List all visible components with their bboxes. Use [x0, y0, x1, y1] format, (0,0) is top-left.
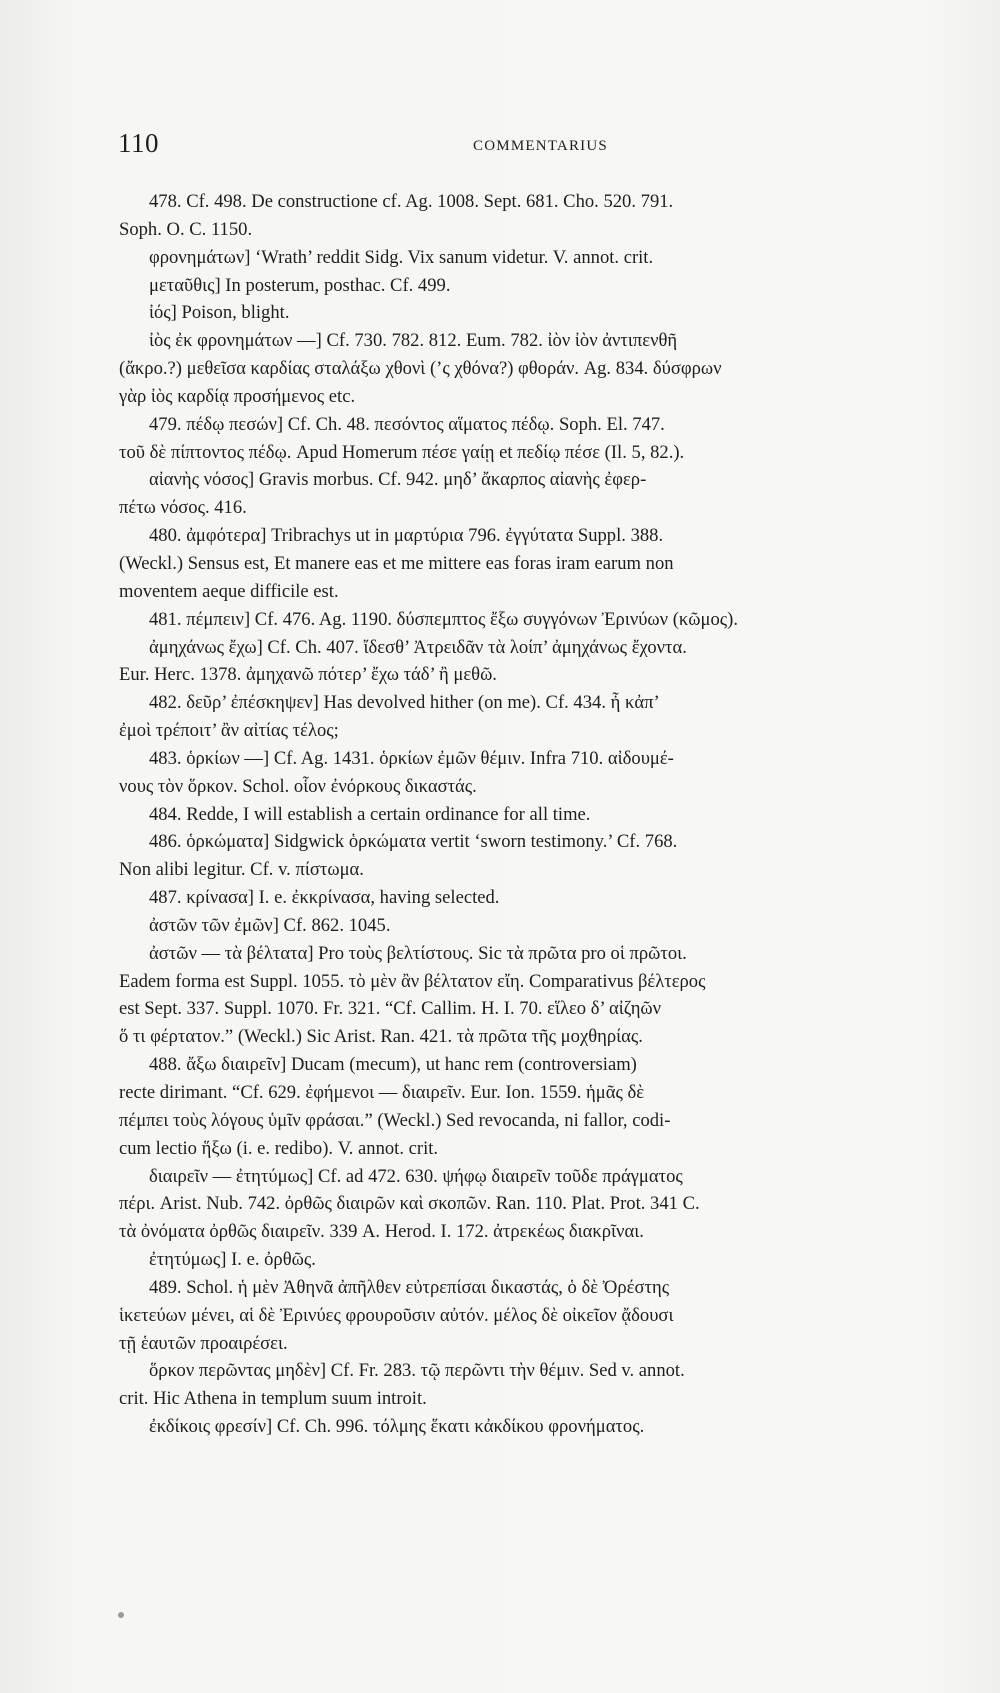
commentary-line: ἐμοὶ τρέποιτ’ ἂν αἰτίας τέλος;	[119, 720, 339, 742]
commentary-line: Eur. Herc. 1378. ἀμηχανῶ πότερ’ ἔχω τάδ’ ἢ μεθῶ.	[119, 664, 497, 686]
commentary-line: 487. κρίνασα] I. e. ἐκκρίνασα, having selected.	[149, 887, 500, 909]
commentary-line: 488. ἄξω διαιρεῖν] Ducam (mecum), ut hanc rem (controversiam)	[149, 1054, 637, 1076]
commentary-line: αἰανὴς νόσος] Gravis morbus. Cf. 942. μηδ’ ἄκαρπος αἰανὴς ἐφερ-	[149, 469, 647, 491]
commentary-line: crit. Hic Athena in templum suum introit.	[119, 1388, 427, 1410]
commentary-line: διαιρεῖν — ἐτητύμως] Cf. ad 472. 630. ψήφῳ διαιρεῖν τοῦδε πράγματος	[149, 1165, 683, 1187]
commentary-line: ἐκδίκοις φρεσίν] Cf. Ch. 996. τόλμης ἕκατι κἀκδίκου φρονήματος.	[149, 1416, 645, 1438]
commentary-line: μεταῦθις] In posterum, posthac. Cf. 499.	[149, 274, 451, 296]
commentary-line: 478. Cf. 498. De constructione cf. Ag. 1008. Sept. 681. Cho. 520. 791.	[149, 191, 674, 212]
commentary-line: Non alibi legitur. Cf. v. πίστωμα.	[119, 859, 364, 881]
page-number: 110	[118, 128, 159, 158]
commentary-line: 483. ὁρκίων —] Cf. Ag. 1431. ὁρκίων ἐμῶν θέμιν. Infra 710. αἰδουμέ-	[149, 747, 674, 769]
commentary-line: Eadem forma est Suppl. 1055. τὸ μὲν ἂν βέλτατον εἴη. Comparativus βέλτερος	[119, 970, 706, 992]
commentary-line: ἀμηχάνως ἔχω] Cf. Ch. 407. ἴδεσθ’ Ἀτρειδᾶν τὰ λοίπ’ ἀμηχάνως ἔχοντα.	[149, 636, 687, 658]
commentary-line: (ἄκρο.?) μεθεῖσα καρδίας σταλάξω χθονὶ (’ς χθόνα?) φθοράν. Ag. 834. δύσφρων	[119, 358, 722, 380]
commentary-line: νους τὸν ὅρκον. Schol. οἷον ἐνόρκους δικαστάς.	[119, 775, 477, 797]
commentary-line: φρονημάτων] ‘Wrath’ reddit Sidg. Vix sanum videtur. V. annot. crit.	[149, 246, 654, 268]
commentary-line: πέρι. Arist. Nub. 742. ὀρθῶς διαιρῶν καὶ σκοπῶν. Ran. 110. Plat. Prot. 341 C.	[119, 1193, 700, 1215]
ink-speck	[118, 1612, 124, 1618]
commentary-body	[119, 188, 961, 1441]
commentary-line: recte dirimant. “Cf. 629. ἐφήμενοι — διαιρεῖν. Eur. Ion. 1559. ἡμᾶς δὲ	[119, 1082, 645, 1103]
commentary-line: 489. Schol. ἡ μὲν Ἀθηνᾶ ἀπῆλθεν εὐτρεπίσαι δικαστάς, ὁ δὲ Ὀρέστης	[149, 1276, 670, 1298]
commentary-line: 479. πέδῳ πεσών] Cf. Ch. 48. πεσόντος αἵματος πέδῳ. Soph. El. 747.	[149, 413, 665, 435]
commentary-line: est Sept. 337. Suppl. 1070. Fr. 321. “Cf. Callim. H. I. 70. εἵλεο δ’ αἰζηῶν	[119, 998, 662, 1020]
commentary-line: (Weckl.) Sensus est, Et manere eas et me mittere eas foras iram earum non	[119, 552, 674, 574]
commentary-line: 481. πέμπειν] Cf. 476. Ag. 1190. δύσπεμπτος ἔξω συγγόνων Ἐρινύων (κῶμος).	[149, 608, 738, 630]
commentary-line: 484. Redde, I will establish a certain ordinance for all time.	[149, 803, 591, 825]
commentary-line: τῇ ἑαυτῶν προαιρέσει.	[119, 1332, 288, 1354]
commentary-line: τοῦ δὲ πίπτοντος πέδῳ. Apud Homerum πέσε γαίῃ et πεδίῳ πέσε (Il. 5, 82.).	[119, 441, 685, 463]
commentary-line: γὰρ ἰὸς καρδίᾳ προσήμενος etc.	[119, 385, 356, 407]
commentary-line: ἀστῶν τῶν ἐμῶν] Cf. 862. 1045.	[149, 914, 391, 936]
running-head: COMMENTARIUS	[473, 138, 608, 154]
commentary-line: ἀστῶν — τὰ βέλτατα] Pro τοὺς βελτίστους. Sic τὰ πρῶτα pro οἱ πρῶτοι.	[149, 942, 687, 964]
commentary-line: ἰὸς ἐκ φρονημάτων —] Cf. 730. 782. 812. Eum. 782. ἰὸν ἰὸν ἀντιπενθῆ	[149, 330, 678, 352]
commentary-line: πέμπει τοὺς λόγους ὑμῖν φράσαι.” (Weckl.) Sed revocanda, ni fallor, codi-	[119, 1109, 671, 1131]
commentary-line: πέτω νόσος. 416.	[119, 497, 247, 519]
commentary-line: τὰ ὀνόματα ὀρθῶς διαιρεῖν. 339 A. Herod. I. 172. ἀτρεκέως διακρῖναι.	[119, 1221, 644, 1243]
commentary-line: moventem aeque difficile est.	[119, 580, 339, 602]
commentary-line: Soph. O. C. 1150.	[119, 218, 253, 240]
commentary-line: 482. δεῦρ’ ἐπέσκηψεν] Has devolved hither (on me). Cf. 434. ἦ κἀπ’	[149, 692, 660, 714]
commentary-line: ἰός] Poison, blight.	[149, 302, 290, 324]
commentary-line: ἐτητύμως] I. e. ὀρθῶς.	[149, 1249, 316, 1271]
commentary-line: ὅρκον περῶντας μηδὲν] Cf. Fr. 283. τῷ περῶντι τὴν θέμιν. Sed v. annot.	[149, 1360, 685, 1382]
commentary-line: cum lectio ἥξω (i. e. redibo). V. annot. crit.	[119, 1137, 439, 1159]
commentary-line: ὅ τι φέρτατον.” (Weckl.) Sic Arist. Ran. 421. τὰ πρῶτα τῆς μοχθηρίας.	[119, 1026, 643, 1048]
commentary-line: ἱκετεύων μένει, αἱ δὲ Ἐρινύες φρουροῦσιν αὐτόν. μέλος δὲ οἰκεῖον ᾄδουσι	[119, 1304, 674, 1326]
page-header	[118, 128, 963, 168]
commentary-line: 480. ἀμφότερα] Tribrachys ut in μαρτύρια 796. ἐγγύτατα Suppl. 388.	[149, 525, 664, 547]
commentary-line: 486. ὁρκώματα] Sidgwick ὁρκώματα vertit ‘sworn testimony.’ Cf. 768.	[149, 831, 678, 853]
